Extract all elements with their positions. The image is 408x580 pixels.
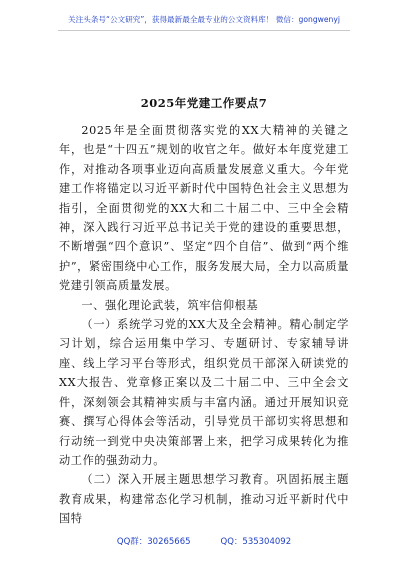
paragraph-item-2: （二）深入开展主题思想学习教育。巩固拓展主题教育成果，构建常态化学习机制，推动习近平新时代中国特 (59, 473, 349, 526)
footer-qq: QQ：535304092 (220, 537, 292, 547)
header-banner: 关注头条号“公文研究”，获得最新最全最专业的公文资料库！ 微信：gongwenyj (68, 15, 340, 24)
paragraph-intro: 2025年是全面贯彻落实党的XX大精神的关键之年，也是“十四五”规划的收官之年。做好本年度党建工作，对推动各项事业迈向高质量发展意义重大。今年党建工作将锚定以习近平新时代中国特色社会主义思想为指引，全面贯彻党的XX大和二十届二中、三中全会精神，深入践行习近平总书记关于党的建设的重要思想，不断增强“四个意识”、坚定“四个自信”、做到“两个维护”，紧密围绕中心工作，服务发展大局，全力以高质量党建引领高质量发展。 (59, 124, 349, 293)
document-body (59, 121, 349, 529)
footer-contact (0, 535, 408, 547)
section-heading-1: 一、强化理论武装，筑牢信仰根基 (81, 298, 259, 312)
paragraph-item-1: （一）系统学习党的XX大及全会精神。精心制定学习计划，综合运用集中学习、专题研讨、专家辅导讲座、线上学习平台等形式，组织党员干部深入研读党的XX大报告、党章修正案以及二十届二中、三中全会文件，深刻领会其精神实质与丰富内涵。通过开展知识竞赛、撰写心得体会等活动，引导党员干部切实将思想和行动统一到党中央决策部署上来，把学习成果转化为推动工作的强劲动力。 (59, 318, 349, 467)
footer-qq-group: QQ群：30265665 (116, 537, 191, 547)
header-divider (58, 30, 350, 31)
document-title: 2025年党建工作要点7 (140, 96, 268, 110)
